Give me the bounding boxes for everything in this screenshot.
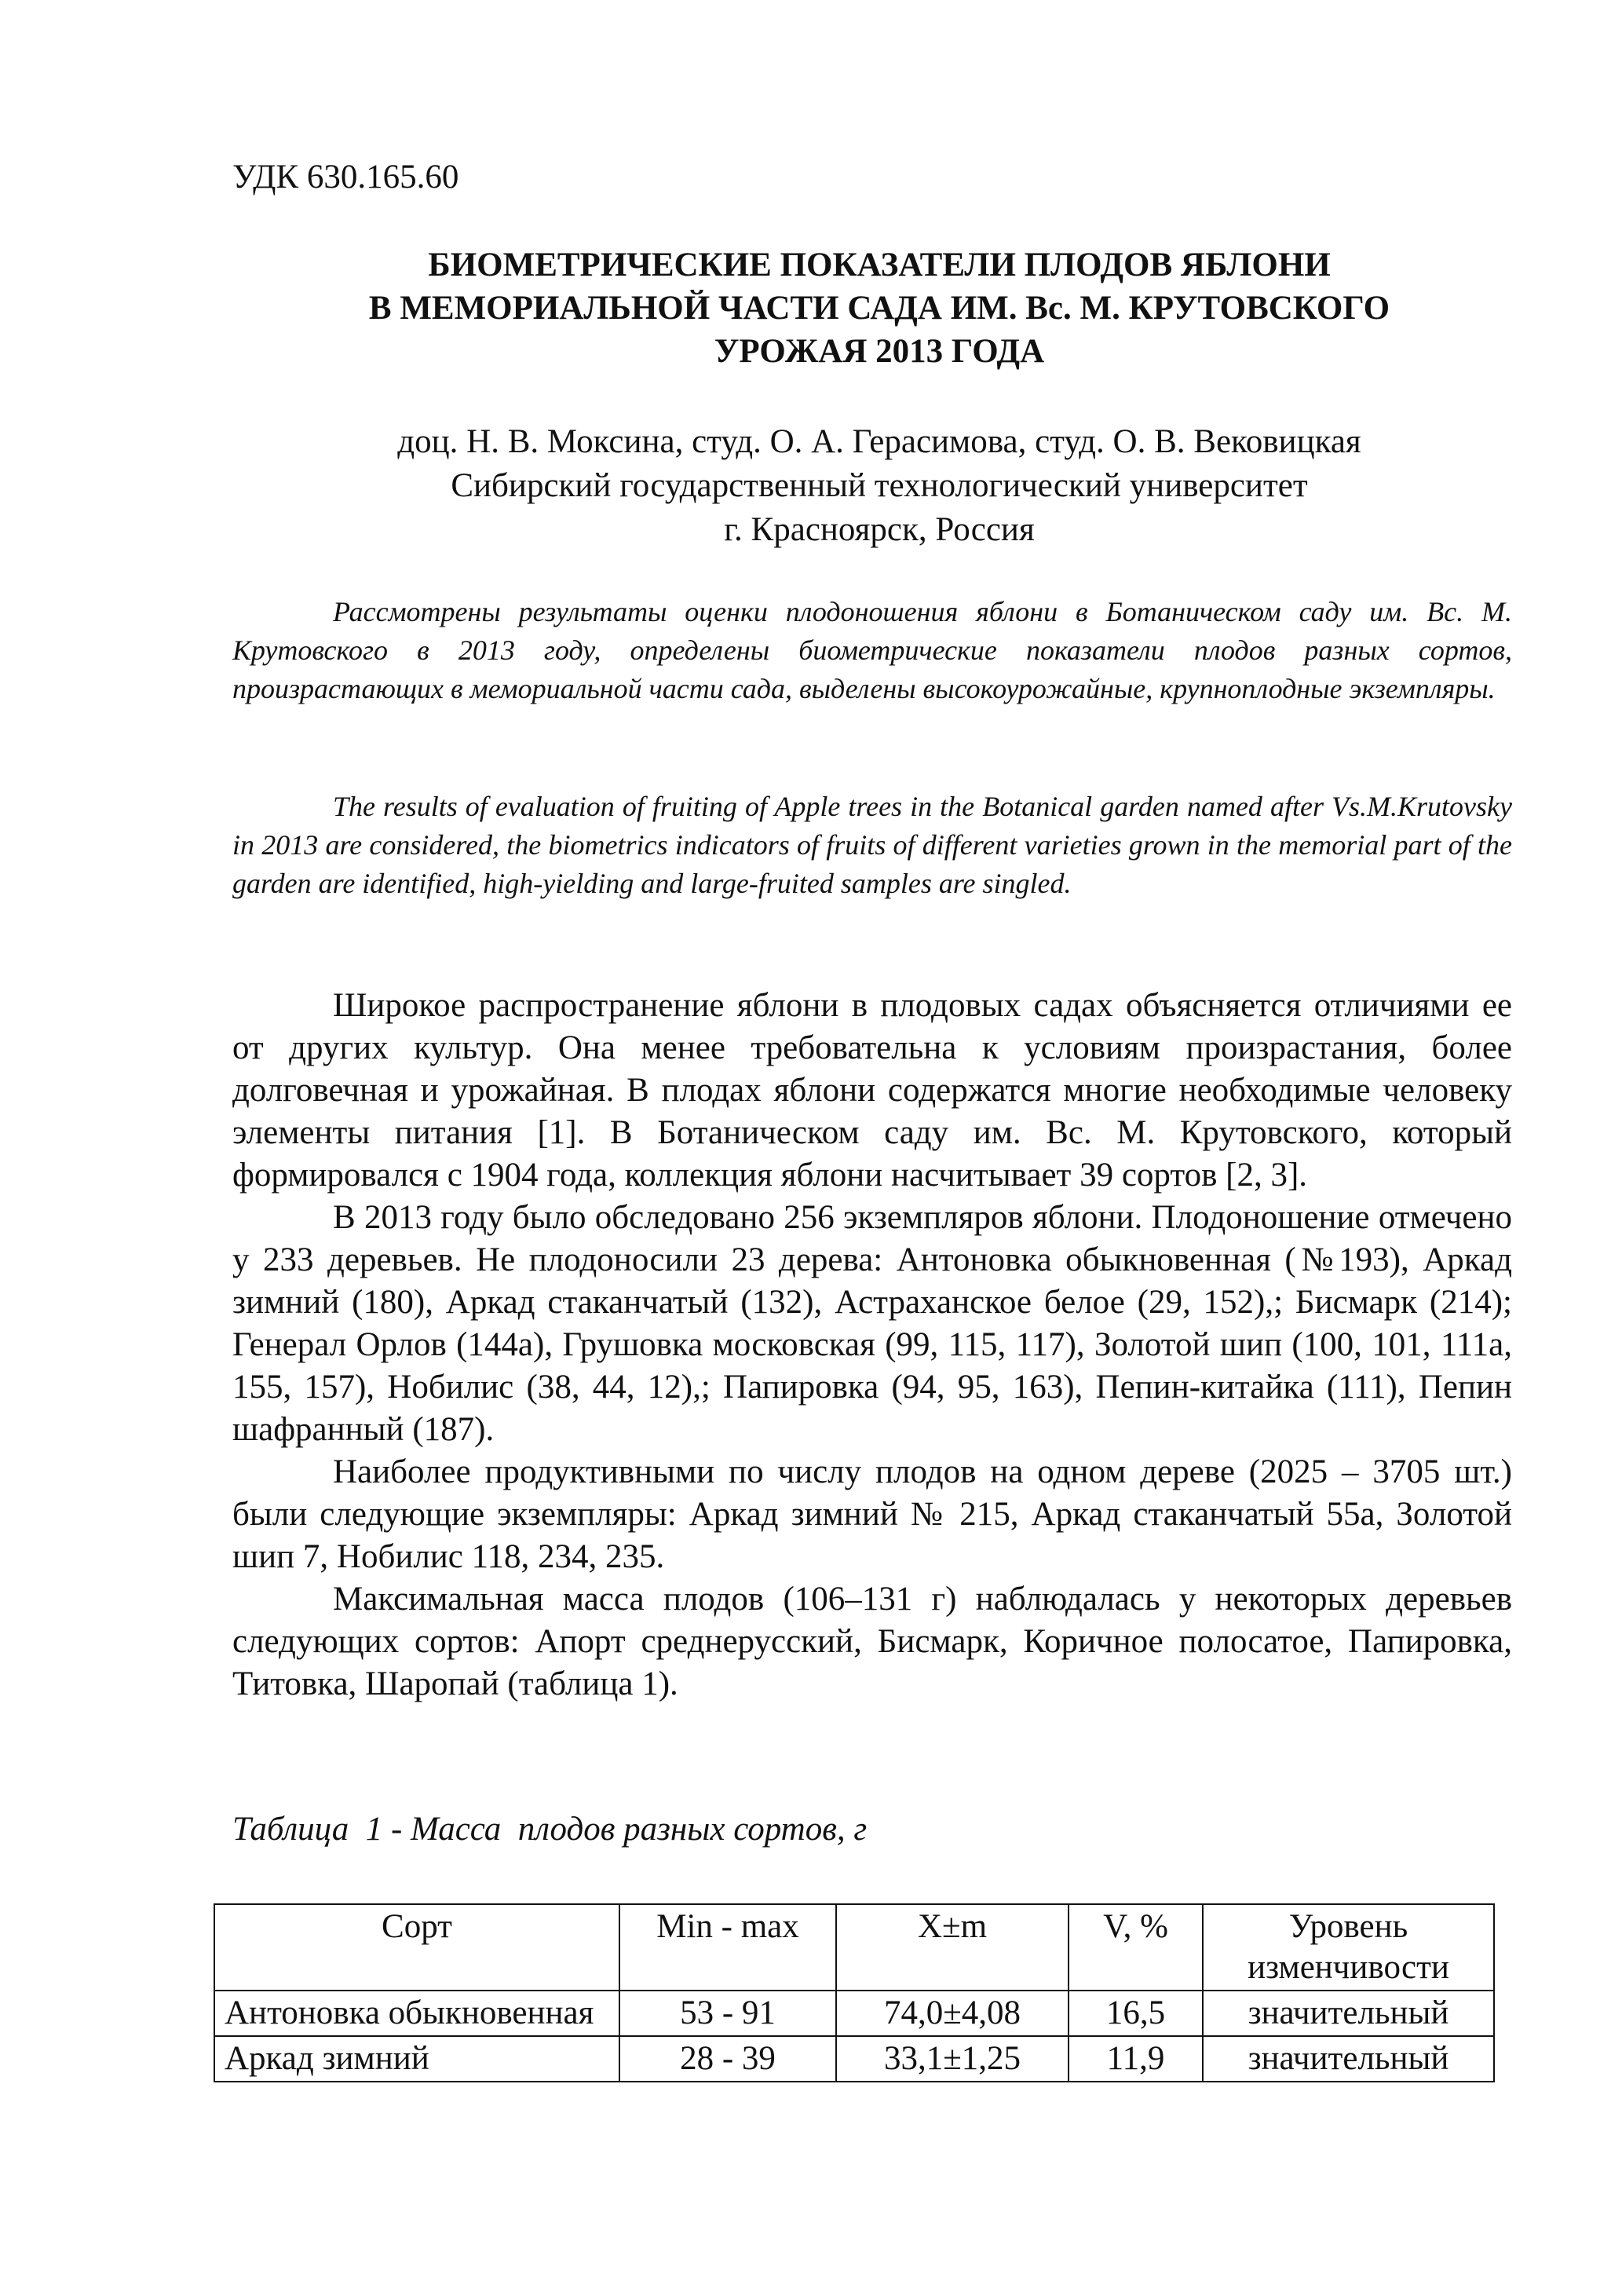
cell-mean: 74,0±4,08 xyxy=(836,1991,1069,2036)
cell-variety: Антоновка обыкновенная xyxy=(214,1991,619,2036)
title-line-2: В МЕМОРИАЛЬНОЙ ЧАСТИ САДА ИМ. Вс. М. КРУТОВСКОГО xyxy=(368,290,1390,327)
cell-min-max: 53 - 91 xyxy=(619,1991,836,2036)
author-names: доц. Н. В. Моксина, студ. О. А. Герасимова, студ. О. В. Вековицкая xyxy=(397,423,1361,460)
body-paragraph-4: Максимальная масса плодов (106–131 г) наблюдалась у некоторых деревьев следующих сортов: Апорт среднерусский, Бисмарк, Коричное полосатое, Папировка, Титовка, Шаропай (таблица 1). xyxy=(232,1581,1512,1702)
abstract-russian: Рассмотрены результаты оценки плодоношения яблони в Ботаническом саду им. Вс. М. Крутовского в 2013 году, определены биометрические показатели плодов разных сортов, произрастающих в мемориальной части сада, выделены высокоурожайные, крупноплодные экземпляры. xyxy=(232,596,1512,704)
paper-title xyxy=(196,243,1562,373)
body-text xyxy=(232,985,1512,1706)
cell-variation: 11,9 xyxy=(1069,2036,1203,2082)
title-line-1: БИОМЕТРИЧЕСКИЕ ПОКАЗАТЕЛИ ПЛОДОВ ЯБЛОНИ xyxy=(428,247,1331,283)
cell-variability-level: значительный xyxy=(1203,2036,1494,2082)
udk-code: УДК 630.165.60 xyxy=(232,159,459,196)
author-location: г. Красноярск, Россия xyxy=(724,511,1035,548)
cell-min-max: 28 - 39 xyxy=(619,2036,836,2082)
header-variability-level: Уровень изменчивости xyxy=(1203,1904,1494,1991)
body-paragraph-1: Широкое распространение яблони в плодовых садах объясняется отличиями ее от других культур. Она менее требовательна к условиям произрастания, более долговечная и урожайная. В плодах яблони содержатся многие необходимые человеку элементы питания [1]. В Ботаническом саду им. Вс. М. Крутовского, который формировался с 1904 года, коллекция яблони насчитывает 39 сортов [2, 3]. xyxy=(232,987,1512,1194)
author-affiliation: Сибирский государственный технологический университет xyxy=(451,467,1308,504)
header-variety: Сорт xyxy=(214,1904,619,1991)
abstract-english: The results of evaluation of fruiting of Apple trees in the Botanical garden named after Vs.M.Krutovsky in 2013 are considered, the biometrics indicators of fruits of different varieties grown in the memorial part of the garden are identified, high-yielding and large-fruited samples are singled. xyxy=(232,791,1512,899)
body-paragraph-2: В 2013 году было обследовано 256 экземпляров яблони. Плодоношение отмечено у 233 деревьев. Не плодоносили 23 дерева: Антоновка обыкновенная (№193), Аркад зимний (180), Аркад стаканчатый (132), Астраханское белое (29, 152),; Бисмарк (214); Генерал Орлов (144а), Грушовка московская (99, 115, 117), Золотой шип (100, 101, 111а, 155, 157), Нобилис (38, 44, 12),; Папировка (94, 95, 163), Пепин-китайка (111), Пепин шафранный (187). xyxy=(232,1199,1512,1448)
table-row xyxy=(214,1991,1494,2036)
table-row xyxy=(214,2036,1494,2082)
table-header-row xyxy=(214,1904,1494,1991)
cell-mean: 33,1±1,25 xyxy=(836,2036,1069,2082)
body-paragraph-3: Наиболее продуктивными по числу плодов на одном дереве (2025 – 3705 шт.) были следующие экземпляры: Аркад зимний № 215, Аркад стаканчатый 55а, Золотой шип 7, Нобилис 118, 234, 235. xyxy=(232,1453,1512,1575)
header-mean: X±m xyxy=(836,1904,1069,1991)
author-block xyxy=(196,420,1562,552)
header-variation: V, % xyxy=(1069,1904,1203,1991)
cell-variability-level: значительный xyxy=(1203,1991,1494,2036)
header-min-max: Min - max xyxy=(619,1904,836,1991)
fruit-mass-table xyxy=(214,1903,1495,2082)
table-caption: Таблица 1 - Масса плодов разных сортов, г xyxy=(232,1811,868,1848)
cell-variation: 16,5 xyxy=(1069,1991,1203,2036)
cell-variety: Аркад зимний xyxy=(214,2036,619,2082)
title-line-3: УРОЖАЯ 2013 ГОДА xyxy=(714,333,1045,370)
